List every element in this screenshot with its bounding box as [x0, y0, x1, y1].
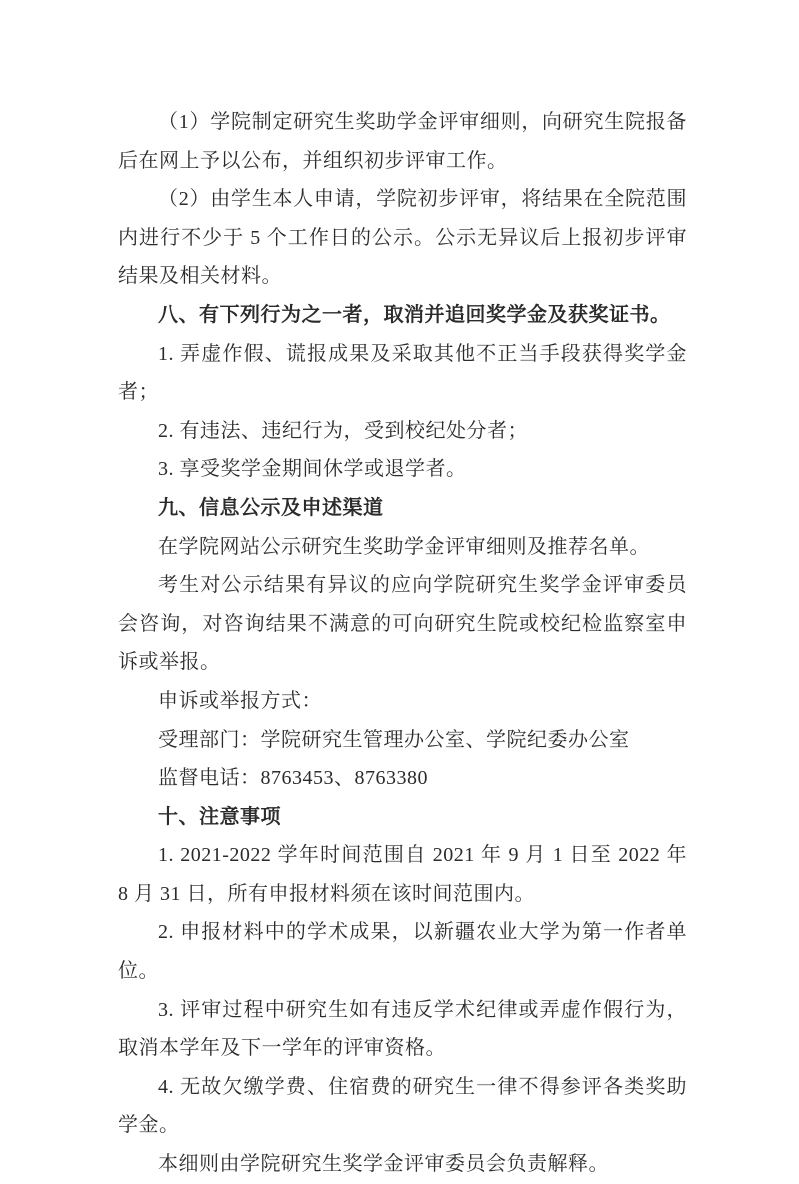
- note-item-2: 2. 申报材料中的学术成果，以新疆农业大学为第一作者单位。: [118, 921, 687, 983]
- list-item-revoke-3: 3. 享受奖学金期间休学或退学者。: [158, 458, 467, 481]
- heading-section-8: 八、有下列行为之一者，取消并追回奖学金及获奖证书。: [158, 303, 671, 326]
- paragraph-supervision-phone: 监督电话：8763453、8763380: [158, 767, 428, 790]
- paragraph-interpretation: 本细则由学院研究生奖学金评审委员会负责解释。: [158, 1153, 609, 1176]
- heading-section-10: 十、注意事项: [158, 805, 281, 828]
- paragraph-procedure-1: （1）学院制定研究生奖助学金评审细则，向研究生院报备后在网上予以公布，并组织初步评审工作。: [118, 111, 687, 172]
- paragraph-accepting-department: 受理部门：学院研究生管理办公室、学院纪委办公室: [158, 728, 630, 751]
- note-item-1: 1. 2021-2022 学年时间范围自 2021 年 9 月 1 日至 2022 年 8 月 31 日，所有申报材料须在该时间范围内。: [118, 844, 687, 905]
- note-item-3: 3. 评审过程中研究生如有违反学术纪律或弄虚作假行为，取消本学年及下一学年的评审资格。: [118, 998, 687, 1060]
- paragraph-publicity: 在学院网站公示研究生奖助学金评审细则及推荐名单。: [158, 535, 650, 558]
- heading-section-9: 九、信息公示及申述渠道: [158, 496, 384, 519]
- paragraph-appeal-method-label: 申诉或举报方式：: [158, 689, 322, 712]
- paragraph-procedure-2: （2）由学生本人申请，学院初步评审，将结果在全院范围内进行不少于 5 个工作日的公示。公示无异议后上报初步评审结果及相关材料。: [118, 188, 687, 288]
- paragraph-appeal-channel: 考生对公示结果有异议的应向学院研究生奖学金评审委员会咨询，对咨询结果不满意的可向研究生院或校纪检监察室申诉或举报。: [118, 574, 687, 674]
- list-item-revoke-1: 1. 弄虚作假、谎报成果及采取其他不正当手段获得奖学金者；: [118, 342, 687, 404]
- document-content: [118, 103, 687, 1184]
- note-item-4: 4. 无故欠缴学费、住宿费的研究生一律不得参评各类奖助学金。: [118, 1075, 687, 1137]
- list-item-revoke-2: 2. 有违法、违纪行为，受到校纪处分者；: [158, 419, 528, 442]
